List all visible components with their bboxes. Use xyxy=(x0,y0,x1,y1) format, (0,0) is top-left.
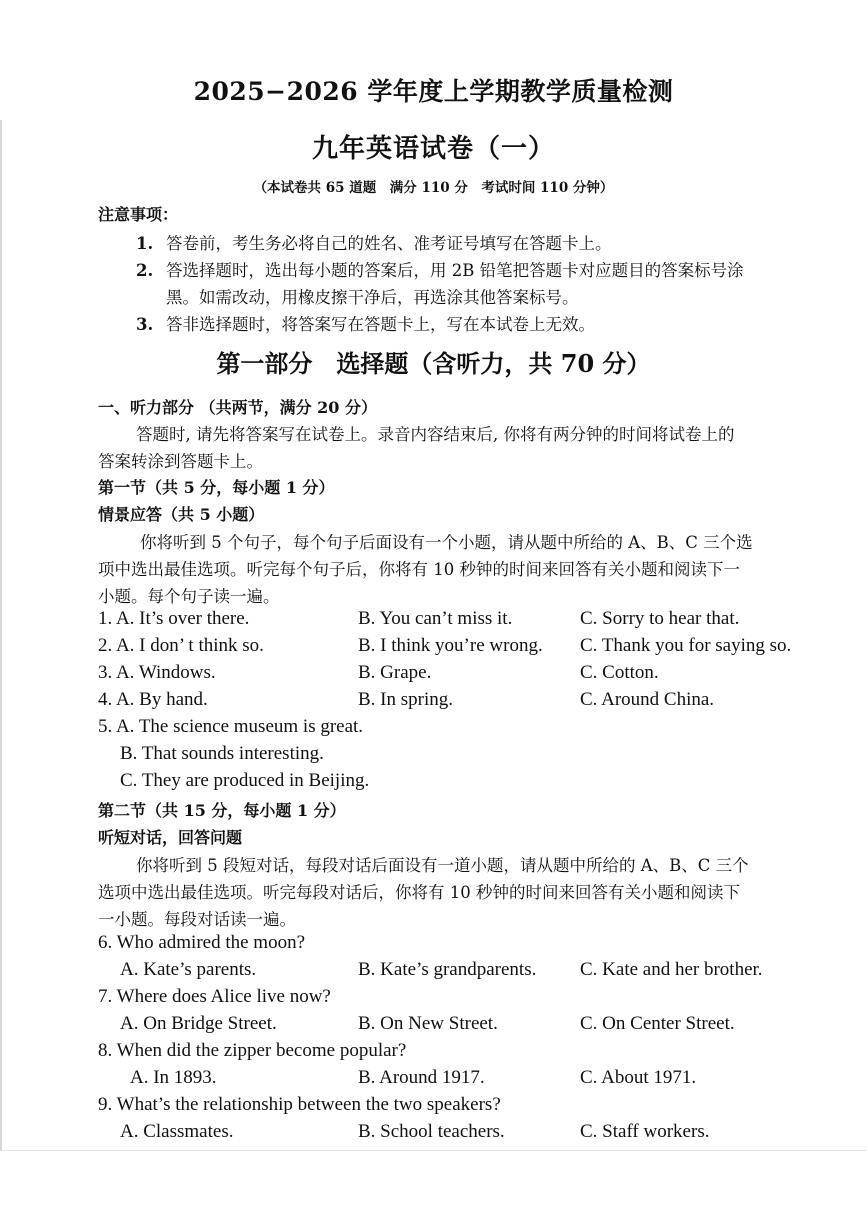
notice-item-3 xyxy=(136,311,595,335)
notice-text: 答非选择题时，将答案写在答题卡上，写在本试卷上无效。 xyxy=(166,315,595,334)
section-one-intro-line: 项中选出最佳选项。听完每个句子后，你将有 10 秒钟的时间来回答有关小题和阅读下一 xyxy=(98,560,740,579)
notice-item-1 xyxy=(136,230,612,254)
q8-option-a: A. In 1893. xyxy=(130,1067,217,1088)
q1-option-b: B. You can’t miss it. xyxy=(358,608,513,629)
section-one-intro-line: 你将听到 5 个句子，每个句子后面设有一个小题，请从题中所给的 A、B、C 三个选 xyxy=(140,533,753,552)
q2-option-a: 2. A. I don’ t think so. xyxy=(98,635,264,656)
notice-label: 注意事项： xyxy=(98,205,179,224)
section-two-subheading: 听短对话，回答问题 xyxy=(98,828,243,847)
q9-stem: 9. What’s the relationship between the two speakers? xyxy=(98,1094,501,1115)
q1-option-a: 1. A. It’s over there. xyxy=(98,608,250,629)
q5-option-b: B. That sounds interesting. xyxy=(120,743,324,764)
q9-option-b: B. School teachers. xyxy=(358,1121,505,1142)
section-one-heading: 第一节（共 5 分，每小题 1 分） xyxy=(98,478,335,497)
q4-option-b: B. In spring. xyxy=(358,689,453,710)
q2-option-b: B. I think you’re wrong. xyxy=(358,635,543,656)
q2-option-c: C. Thank you for saying so. xyxy=(580,635,792,656)
q1-option-c: C. Sorry to hear that. xyxy=(580,608,740,629)
exam-subtitle: 九年英语试卷（一） xyxy=(311,134,555,164)
q9-option-c: C. Staff workers. xyxy=(580,1121,710,1142)
q6-option-b: B. Kate’s grandparents. xyxy=(358,959,537,980)
notice-item-2-cont: 黑。如需改动，用橡皮擦干净后，再选涂其他答案标号。 xyxy=(166,288,579,307)
q3-option-a: 3. A. Windows. xyxy=(98,662,216,683)
scan-edge-line xyxy=(0,120,2,1150)
q4-option-c: C. Around China. xyxy=(580,689,715,710)
q8-stem: 8. When did the zipper become popular? xyxy=(98,1040,407,1061)
q7-option-b: B. On New Street. xyxy=(358,1013,498,1034)
page-bottom-line xyxy=(0,1150,867,1151)
q7-option-a: A. On Bridge Street. xyxy=(120,1013,277,1034)
q7-option-c: C. On Center Street. xyxy=(580,1013,735,1034)
q7-stem: 7. Where does Alice live now? xyxy=(98,986,331,1007)
q5-option-a: 5. A. The science museum is great. xyxy=(98,716,364,737)
part-one-title: 第一部分 选择题（含听力，共 70 分） xyxy=(216,349,651,378)
section-one-subheading: 情景应答（共 5 小题） xyxy=(98,505,265,524)
q6-option-c: C. Kate and her brother. xyxy=(580,959,763,980)
exam-info: （本试卷共 65 道题 满分 110 分 考试时间 110 分钟） xyxy=(253,180,614,196)
q8-option-c: C. About 1971. xyxy=(580,1067,697,1088)
section-two-heading: 第二节（共 15 分，每小题 1 分） xyxy=(98,801,346,820)
q3-option-c: C. Cotton. xyxy=(580,662,659,683)
q9-option-a: A. Classmates. xyxy=(120,1121,234,1142)
listening-intro-line: 答题时, 请先将答案写在试卷上。录音内容结束后, 你将有两分钟的时间将试卷上的 xyxy=(136,425,735,444)
notice-num: 1. xyxy=(136,234,154,253)
section-two-intro-line: 选项中选出最佳选项。听完每段对话后，你将有 10 秒钟的时间来回答有关小题和阅读下 xyxy=(98,883,740,902)
exam-title: 2025−2026 学年度上学期教学质量检测 xyxy=(193,77,674,106)
section-one-intro-line: 小题。每个句子读一遍。 xyxy=(98,587,280,606)
notice-text: 答卷前，考生务必将自己的姓名、准考证号填写在答题卡上。 xyxy=(166,234,612,253)
q3-option-b: B. Grape. xyxy=(358,662,432,683)
q4-option-a: 4. A. By hand. xyxy=(98,689,208,710)
notice-num: 2. xyxy=(136,261,154,280)
q5-option-c: C. They are produced in Beijing. xyxy=(120,770,370,791)
section-two-intro-line: 你将听到 5 段短对话，每段对话后面设有一道小题，请从题中所给的 A、B、C 三个 xyxy=(136,856,749,875)
section-two-intro-line: 一小题。每段对话读一遍。 xyxy=(98,910,296,929)
q6-option-a: A. Kate’s parents. xyxy=(120,959,257,980)
listening-heading: 一、听力部分 （共两节，满分 20 分） xyxy=(98,398,377,417)
notice-item-2 xyxy=(136,257,744,281)
q6-stem: 6. Who admired the moon? xyxy=(98,932,306,953)
listening-intro-line: 答案转涂到答题卡上。 xyxy=(98,452,263,471)
notice-text: 答选择题时，选出每小题的答案后，用 2B 铅笔把答题卡对应题目的答案标号涂 xyxy=(166,261,744,280)
notice-num: 3. xyxy=(136,315,154,334)
q8-option-b: B. Around 1917. xyxy=(358,1067,485,1088)
